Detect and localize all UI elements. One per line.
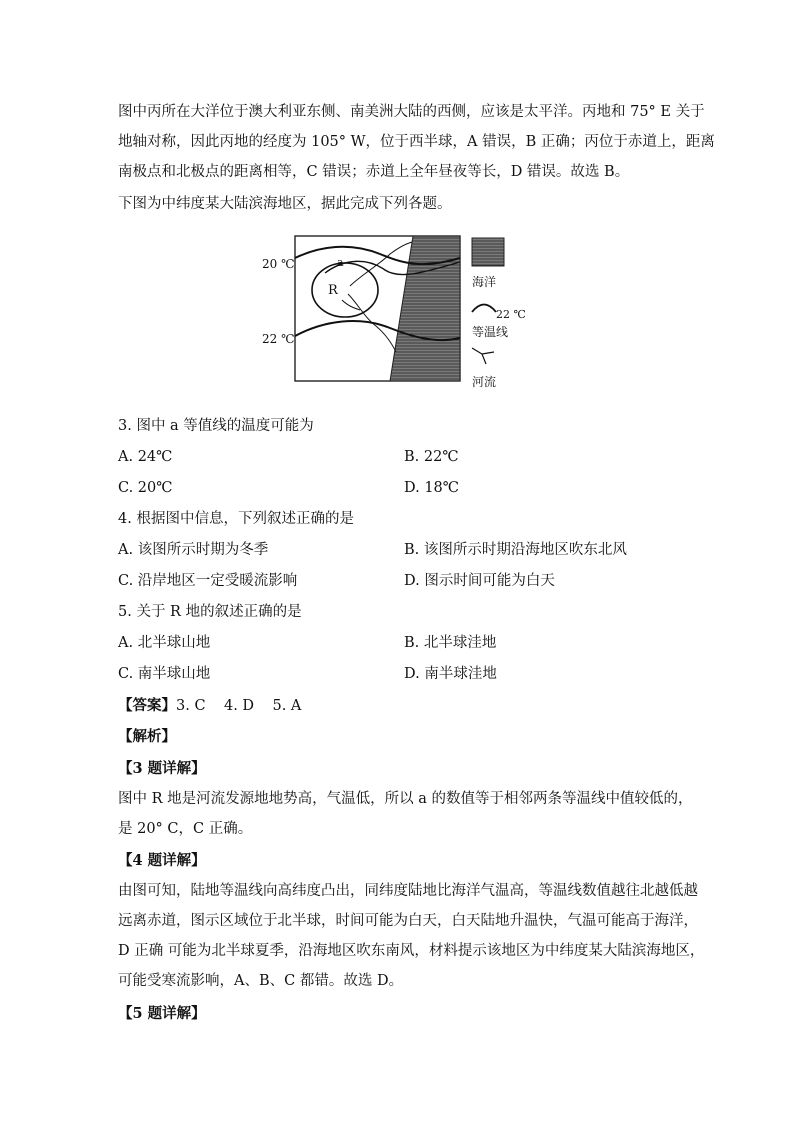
q4-explanation-line-2: 远离赤道，图示区域位于北半球，时间可能为白天，白天陆地升温快，气温可能高于海洋，: [118, 913, 698, 929]
question-3-option-d: D. 18℃: [404, 480, 459, 496]
q4-explanation-line-3: D 正确 可能为北半球夏季，沿海地区吹东南风，材料提示该地区为中纬度某大陆滨海地区，: [118, 943, 705, 959]
question-3-option-c: C. 20℃: [118, 480, 173, 496]
figure-svg: [250, 228, 550, 398]
question-4-option-a: A. 该图所示时期为冬季: [118, 542, 269, 558]
question-4-option-c: C. 沿岸地区一定受暖流影响: [118, 573, 298, 589]
question-3-option-a: A. 24℃: [118, 449, 173, 465]
label-20c: 20 ℃: [262, 257, 295, 271]
question-5-option-d: D. 南半球洼地: [404, 666, 497, 682]
question-5-option-a: A. 北半球山地: [118, 635, 211, 651]
analysis-heading: 【解析】: [118, 728, 176, 745]
q3-explanation-line-1: 图中 R 地是河流发源地地势高，气温低，所以 a 的数值等于相邻两条等温线中值较低的，: [118, 791, 693, 807]
question-3-option-b: B. 22℃: [404, 449, 459, 465]
q3-heading: 【3 题详解】: [118, 760, 206, 777]
legend-river-symbol: [472, 348, 494, 364]
legend-ocean-swatch: [472, 238, 504, 266]
q5-heading: 【5 题详解】: [118, 1005, 206, 1022]
legend-isotherm-symbol: [472, 305, 496, 313]
q4-explanation-line-4: 可能受寒流影响，A、B、C 都错。故选 D。: [118, 973, 404, 989]
answer-line: [118, 696, 728, 716]
legend-ocean-label: 海洋: [472, 275, 497, 289]
label-a: a: [337, 256, 344, 269]
question-4-option-b: B. 该图所示时期沿海地区吹东北风: [404, 542, 627, 558]
legend-river-label: 河流: [472, 375, 497, 389]
question-3-stem: 3. 图中 a 等值线的温度可能为: [118, 418, 314, 434]
question-5-option-b: B. 北半球洼地: [404, 635, 497, 651]
q3-explanation-line-2: 是 20° C，C 正确。: [118, 821, 253, 837]
label-22c: 22 ℃: [262, 332, 295, 346]
question-4-option-d: D. 图示时间可能为白天: [404, 573, 555, 589]
coastal-isotherm-figure: [250, 228, 550, 398]
legend-isotherm-label: 等温线: [472, 325, 509, 339]
intro-line-3: 南极点和北极点的距离相等，C 错误；赤道上全年昼夜等长，D 错误。故选 B。: [118, 164, 630, 180]
question-5-stem: 5. 关于 R 地的叙述正确的是: [118, 604, 302, 620]
answer-values: 3. C 4. D 5. A: [176, 698, 302, 714]
answer-label: 【答案】: [118, 697, 176, 714]
q4-explanation-line-1: 由图可知，陆地等温线向高纬度凸出，同纬度陆地比海洋气温高，等温线数值越往北越低越: [118, 883, 698, 899]
q4-heading: 【4 题详解】: [118, 852, 206, 869]
intro-line-1: 图中丙所在大洋位于澳大利亚东侧、南美洲大陆的西侧，应该是太平洋。丙地和 75° E 关于: [118, 104, 705, 120]
question-4-stem: 4. 根据图中信息，下列叙述正确的是: [118, 511, 354, 527]
question-5-option-c: C. 南半球山地: [118, 666, 211, 682]
label-r: R: [328, 283, 338, 298]
intro-line-2: 地轴对称，因此丙地的经度为 105° W，位于西半球，A 错误，B 正确；丙位于赤道上，距离: [118, 134, 715, 150]
lead-in-text: 下图为中纬度某大陆滨海地区，据此完成下列各题。: [118, 196, 452, 212]
legend-isotherm-value: 22 ℃: [496, 308, 526, 321]
